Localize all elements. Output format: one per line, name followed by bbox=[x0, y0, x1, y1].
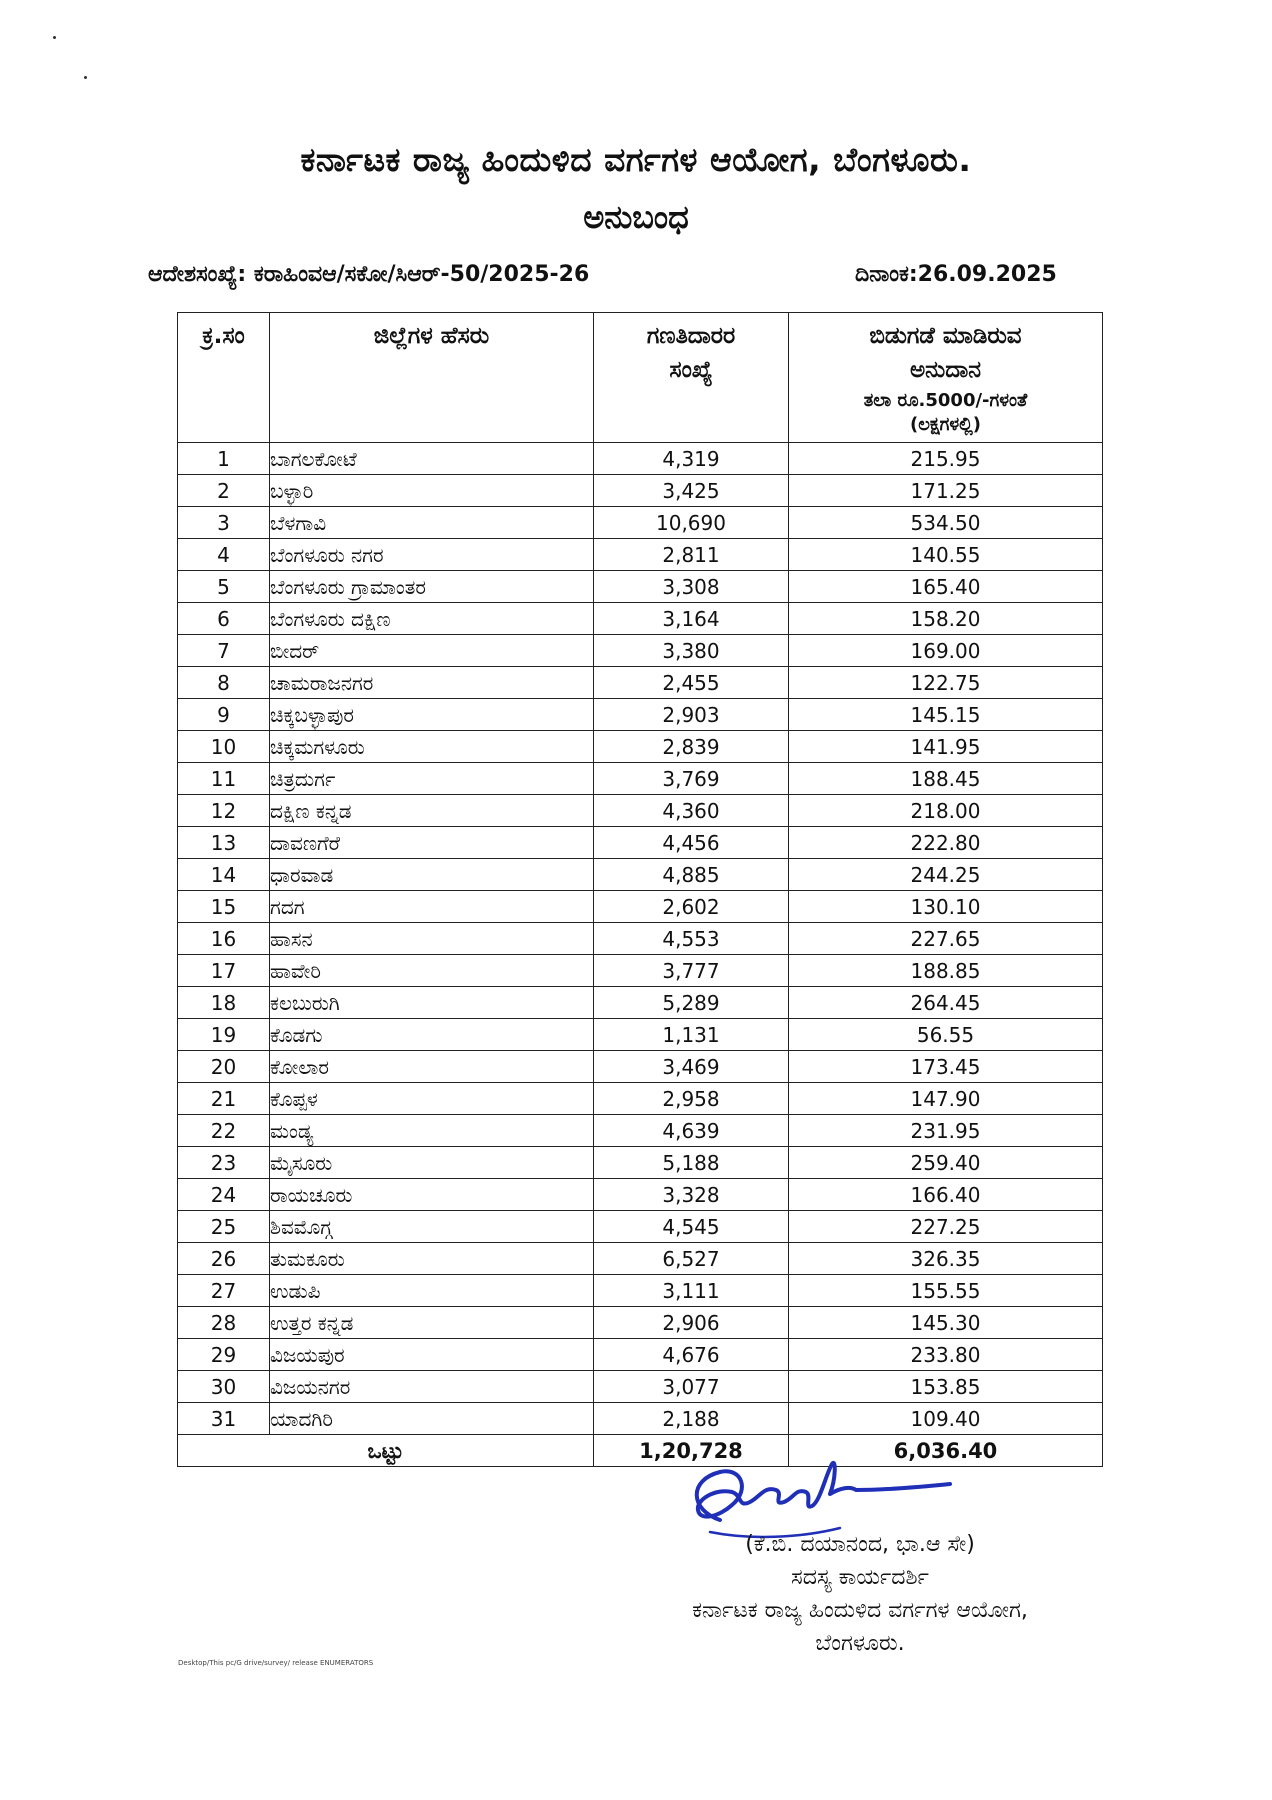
scan-speck bbox=[84, 76, 87, 79]
cell-grant-amount: 141.95 bbox=[789, 731, 1103, 763]
cell-sl-no: 30 bbox=[178, 1371, 270, 1403]
table-row bbox=[178, 1179, 1103, 1211]
table-row bbox=[178, 1019, 1103, 1051]
cell-enumerator-count: 2,188 bbox=[594, 1403, 789, 1435]
cell-district: ಶಿವಮೊಗ್ಗ bbox=[270, 1211, 594, 1243]
cell-district: ಚಿಕ್ಕಬಳ್ಳಾಪುರ bbox=[270, 699, 594, 731]
cell-grant-amount: 173.45 bbox=[789, 1051, 1103, 1083]
cell-grant-amount: 165.40 bbox=[789, 571, 1103, 603]
cell-sl-no: 11 bbox=[178, 763, 270, 795]
cell-sl-no: 2 bbox=[178, 475, 270, 507]
cell-district: ಧಾರವಾಡ bbox=[270, 859, 594, 891]
cell-district: ವಿಜಯನಗರ bbox=[270, 1371, 594, 1403]
cell-grant-amount: 534.50 bbox=[789, 507, 1103, 539]
cell-sl-no: 10 bbox=[178, 731, 270, 763]
cell-grant-amount: 215.95 bbox=[789, 443, 1103, 475]
cell-district: ಚಿತ್ರದುರ್ಗ bbox=[270, 763, 594, 795]
cell-sl-no: 17 bbox=[178, 955, 270, 987]
header-grant bbox=[789, 313, 1103, 443]
cell-sl-no: 18 bbox=[178, 987, 270, 1019]
cell-district: ಕೋಲಾರ bbox=[270, 1051, 594, 1083]
cell-enumerator-count: 3,380 bbox=[594, 635, 789, 667]
header-grant-rate: ತಲಾ ರೂ.5000/-ಗಳಂತೆ bbox=[863, 390, 1028, 411]
table-row bbox=[178, 795, 1103, 827]
table-row bbox=[178, 731, 1103, 763]
cell-sl-no: 5 bbox=[178, 571, 270, 603]
table-row bbox=[178, 475, 1103, 507]
cell-district: ಕೊಪ್ಪಳ bbox=[270, 1083, 594, 1115]
table-row bbox=[178, 955, 1103, 987]
cell-sl-no: 16 bbox=[178, 923, 270, 955]
order-date: ದಿನಾಂಕ:26.09.2025 bbox=[855, 262, 1057, 287]
table-row bbox=[178, 987, 1103, 1019]
cell-grant-amount: 233.80 bbox=[789, 1339, 1103, 1371]
cell-enumerator-count: 3,328 bbox=[594, 1179, 789, 1211]
table-row bbox=[178, 1403, 1103, 1435]
cell-sl-no: 15 bbox=[178, 891, 270, 923]
table-row bbox=[178, 1147, 1103, 1179]
cell-enumerator-count: 10,690 bbox=[594, 507, 789, 539]
cell-district: ಬೆಂಗಳೂರು ನಗರ bbox=[270, 539, 594, 571]
cell-sl-no: 6 bbox=[178, 603, 270, 635]
table-row bbox=[178, 571, 1103, 603]
cell-enumerator-count: 2,906 bbox=[594, 1307, 789, 1339]
cell-grant-amount: 188.45 bbox=[789, 763, 1103, 795]
cell-grant-amount: 109.40 bbox=[789, 1403, 1103, 1435]
cell-grant-amount: 56.55 bbox=[789, 1019, 1103, 1051]
cell-district: ಕಲಬುರುಗಿ bbox=[270, 987, 594, 1019]
table-row bbox=[178, 603, 1103, 635]
cell-enumerator-count: 2,455 bbox=[594, 667, 789, 699]
cell-sl-no: 29 bbox=[178, 1339, 270, 1371]
total-amount: 6,036.40 bbox=[789, 1435, 1103, 1467]
table-row bbox=[178, 539, 1103, 571]
cell-grant-amount: 227.25 bbox=[789, 1211, 1103, 1243]
cell-enumerator-count: 3,777 bbox=[594, 955, 789, 987]
table-row bbox=[178, 923, 1103, 955]
cell-sl-no: 20 bbox=[178, 1051, 270, 1083]
table-row bbox=[178, 859, 1103, 891]
cell-sl-no: 9 bbox=[178, 699, 270, 731]
cell-grant-amount: 218.00 bbox=[789, 795, 1103, 827]
cell-enumerator-count: 5,289 bbox=[594, 987, 789, 1019]
table-row bbox=[178, 667, 1103, 699]
table-row bbox=[178, 443, 1103, 475]
file-path-footnote: Desktop/This pc/G drive/survey/ release ENUMERATORS bbox=[178, 1659, 374, 1667]
cell-district: ಮೈಸೂರು bbox=[270, 1147, 594, 1179]
cell-grant-amount: 222.80 bbox=[789, 827, 1103, 859]
signatory-designation: ಸದಸ್ಯ ಕಾರ್ಯದರ್ಶಿ bbox=[791, 1565, 929, 1590]
cell-district: ಹಾವೇರಿ bbox=[270, 955, 594, 987]
cell-district: ಬೆಂಗಳೂರು ಗ್ರಾಮಾಂತರ bbox=[270, 571, 594, 603]
cell-enumerator-count: 4,319 bbox=[594, 443, 789, 475]
cell-enumerator-count: 2,811 bbox=[594, 539, 789, 571]
cell-grant-amount: 166.40 bbox=[789, 1179, 1103, 1211]
cell-grant-amount: 155.55 bbox=[789, 1275, 1103, 1307]
cell-district: ಬಾಗಲಕೋಟೆ bbox=[270, 443, 594, 475]
cell-enumerator-count: 5,188 bbox=[594, 1147, 789, 1179]
cell-grant-amount: 169.00 bbox=[789, 635, 1103, 667]
cell-grant-amount: 244.25 bbox=[789, 859, 1103, 891]
table-row bbox=[178, 1275, 1103, 1307]
cell-enumerator-count: 6,527 bbox=[594, 1243, 789, 1275]
cell-sl-no: 8 bbox=[178, 667, 270, 699]
cell-district: ಬೀದರ್ bbox=[270, 635, 594, 667]
cell-district: ಬೆಳಗಾವಿ bbox=[270, 507, 594, 539]
grant-table bbox=[177, 312, 1103, 1467]
cell-grant-amount: 153.85 bbox=[789, 1371, 1103, 1403]
cell-district: ಚಿಕ್ಕಮಗಳೂರು bbox=[270, 731, 594, 763]
table-row bbox=[178, 1051, 1103, 1083]
cell-enumerator-count: 4,360 bbox=[594, 795, 789, 827]
cell-sl-no: 27 bbox=[178, 1275, 270, 1307]
table-body bbox=[178, 443, 1103, 1435]
cell-enumerator-count: 4,639 bbox=[594, 1115, 789, 1147]
header-enumerators-line2: ಸಂಖ್ಯೆ bbox=[669, 357, 713, 383]
cell-enumerator-count: 3,769 bbox=[594, 763, 789, 795]
header-grant-unit: (ಲಕ್ಷಗಳಲ್ಲಿ) bbox=[910, 414, 981, 435]
cell-district: ಬೆಂಗಳೂರು ದಕ್ಷಿಣ bbox=[270, 603, 594, 635]
cell-sl-no: 26 bbox=[178, 1243, 270, 1275]
cell-grant-amount: 227.65 bbox=[789, 923, 1103, 955]
cell-district: ದಾವಣಗೆರೆ bbox=[270, 827, 594, 859]
signatory-block bbox=[600, 1528, 1120, 1660]
cell-district: ಉತ್ತರ ಕನ್ನಡ bbox=[270, 1307, 594, 1339]
cell-sl-no: 21 bbox=[178, 1083, 270, 1115]
header-grant-line1: ಬಿಡುಗಡೆ ಮಾಡಿರುವ bbox=[869, 323, 1022, 349]
cell-enumerator-count: 3,425 bbox=[594, 475, 789, 507]
cell-grant-amount: 259.40 bbox=[789, 1147, 1103, 1179]
table-row bbox=[178, 699, 1103, 731]
table-row bbox=[178, 1307, 1103, 1339]
header-enumerators bbox=[594, 313, 789, 443]
cell-district: ರಾಯಚೂರು bbox=[270, 1179, 594, 1211]
table-row bbox=[178, 507, 1103, 539]
signatory-office: ಕರ್ನಾಟಕ ರಾಜ್ಯ ಹಿಂದುಳಿದ ವರ್ಗಗಳ ಆಯೋಗ, bbox=[692, 1598, 1028, 1623]
cell-grant-amount: 130.10 bbox=[789, 891, 1103, 923]
cell-sl-no: 25 bbox=[178, 1211, 270, 1243]
cell-grant-amount: 264.45 bbox=[789, 987, 1103, 1019]
signatory-city: ಬೆಂಗಳೂರು. bbox=[815, 1631, 905, 1656]
cell-sl-no: 12 bbox=[178, 795, 270, 827]
cell-grant-amount: 158.20 bbox=[789, 603, 1103, 635]
header-enumerators-line1: ಗಣತಿದಾರರ bbox=[646, 323, 736, 349]
cell-enumerator-count: 4,676 bbox=[594, 1339, 789, 1371]
cell-enumerator-count: 4,456 bbox=[594, 827, 789, 859]
cell-district: ಉಡುಪಿ bbox=[270, 1275, 594, 1307]
cell-district: ಮಂಡ್ಯ bbox=[270, 1115, 594, 1147]
table-row bbox=[178, 1083, 1103, 1115]
cell-grant-amount: 231.95 bbox=[789, 1115, 1103, 1147]
cell-sl-no: 13 bbox=[178, 827, 270, 859]
cell-sl-no: 24 bbox=[178, 1179, 270, 1211]
table-header-row bbox=[178, 313, 1103, 443]
cell-sl-no: 3 bbox=[178, 507, 270, 539]
cell-sl-no: 4 bbox=[178, 539, 270, 571]
total-label: ಒಟ್ಟು bbox=[178, 1435, 594, 1467]
cell-district: ಕೊಡಗು bbox=[270, 1019, 594, 1051]
cell-enumerator-count: 3,077 bbox=[594, 1371, 789, 1403]
signatory-name: (ಕೆ.ಬಿ. ದಯಾನಂದ, ಭಾ.ಆ ಸೇ) bbox=[745, 1532, 975, 1557]
order-number: ಆದೇಶಸಂಖ್ಯೆ: ಕರಾಹಿಂವಆ/ಸಕೋ/ಸಿಆರ್-50/2025-26 bbox=[148, 262, 590, 287]
table-row bbox=[178, 891, 1103, 923]
cell-enumerator-count: 1,131 bbox=[594, 1019, 789, 1051]
cell-district: ಚಾಮರಾಜನಗರ bbox=[270, 667, 594, 699]
cell-sl-no: 7 bbox=[178, 635, 270, 667]
cell-sl-no: 1 bbox=[178, 443, 270, 475]
cell-grant-amount: 122.75 bbox=[789, 667, 1103, 699]
cell-grant-amount: 140.55 bbox=[789, 539, 1103, 571]
header-district: ಜಿಲ್ಲೆಗಳ ಹೆಸರು bbox=[270, 313, 594, 443]
table-row bbox=[178, 635, 1103, 667]
cell-sl-no: 28 bbox=[178, 1307, 270, 1339]
cell-enumerator-count: 4,885 bbox=[594, 859, 789, 891]
header-sl-no: ಕ್ರ.ಸಂ bbox=[178, 313, 270, 443]
annex-title: ಅನುಬಂಧ bbox=[583, 198, 689, 236]
table-row bbox=[178, 1115, 1103, 1147]
cell-sl-no: 14 bbox=[178, 859, 270, 891]
header-grant-line2: ಅನುದಾನ bbox=[909, 357, 982, 383]
table-row bbox=[178, 1339, 1103, 1371]
cell-grant-amount: 171.25 bbox=[789, 475, 1103, 507]
cell-sl-no: 19 bbox=[178, 1019, 270, 1051]
cell-district: ದಕ್ಷಿಣ ಕನ್ನಡ bbox=[270, 795, 594, 827]
cell-grant-amount: 145.15 bbox=[789, 699, 1103, 731]
cell-enumerator-count: 4,545 bbox=[594, 1211, 789, 1243]
table-row bbox=[178, 1211, 1103, 1243]
cell-enumerator-count: 3,164 bbox=[594, 603, 789, 635]
cell-grant-amount: 147.90 bbox=[789, 1083, 1103, 1115]
cell-grant-amount: 326.35 bbox=[789, 1243, 1103, 1275]
cell-enumerator-count: 3,111 bbox=[594, 1275, 789, 1307]
cell-grant-amount: 188.85 bbox=[789, 955, 1103, 987]
table-row bbox=[178, 1371, 1103, 1403]
scan-speck bbox=[53, 36, 56, 39]
cell-district: ಯಾದಗಿರಿ bbox=[270, 1403, 594, 1435]
cell-district: ಗದಗ bbox=[270, 891, 594, 923]
table-row bbox=[178, 827, 1103, 859]
cell-enumerator-count: 2,903 bbox=[594, 699, 789, 731]
cell-district: ತುಮಕೂರು bbox=[270, 1243, 594, 1275]
cell-sl-no: 22 bbox=[178, 1115, 270, 1147]
cell-enumerator-count: 2,839 bbox=[594, 731, 789, 763]
org-title: ಕರ್ನಾಟಕ ರಾಜ್ಯ ಹಿಂದುಳಿದ ವರ್ಗಗಳ ಆಯೋಗ, ಬೆಂಗಳೂರು. bbox=[300, 140, 972, 179]
cell-grant-amount: 145.30 bbox=[789, 1307, 1103, 1339]
cell-district: ಹಾಸನ bbox=[270, 923, 594, 955]
cell-enumerator-count: 2,958 bbox=[594, 1083, 789, 1115]
cell-enumerator-count: 3,469 bbox=[594, 1051, 789, 1083]
cell-district: ವಿಜಯಪುರ bbox=[270, 1339, 594, 1371]
table-row bbox=[178, 1243, 1103, 1275]
cell-enumerator-count: 4,553 bbox=[594, 923, 789, 955]
cell-sl-no: 23 bbox=[178, 1147, 270, 1179]
cell-enumerator-count: 2,602 bbox=[594, 891, 789, 923]
cell-sl-no: 31 bbox=[178, 1403, 270, 1435]
total-count: 1,20,728 bbox=[594, 1435, 789, 1467]
cell-district: ಬಳ್ಳಾರಿ bbox=[270, 475, 594, 507]
table-row bbox=[178, 763, 1103, 795]
cell-enumerator-count: 3,308 bbox=[594, 571, 789, 603]
